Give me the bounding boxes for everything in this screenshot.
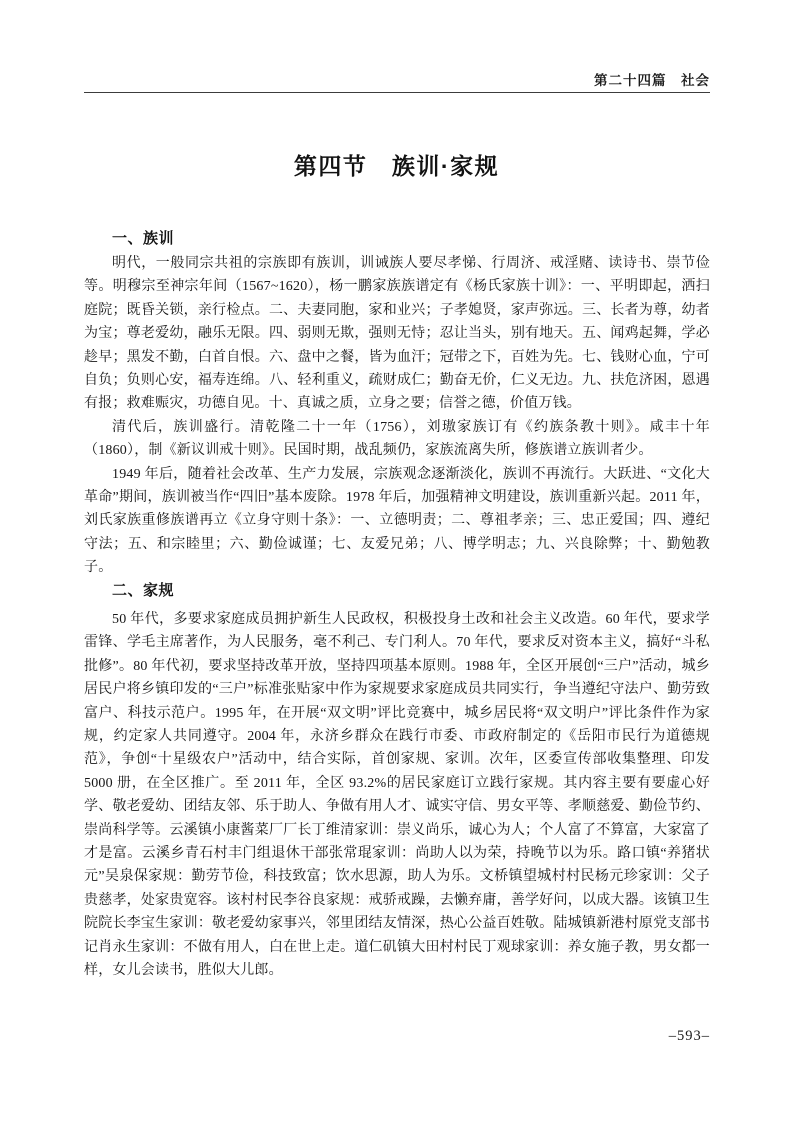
subsection-body-zuxun (84, 252, 710, 580)
subsection-heading-jiagui: 二、家规 (112, 582, 175, 599)
section-title: 第四节 族训·家规 (293, 153, 500, 179)
header-divider-line (84, 92, 710, 93)
subsection-heading-zuxun: 一、族训 (112, 230, 175, 247)
paragraph: 明代，一般同宗共祖的宗族即有族训，训诫族人要尽孝悌、行周济、戒淫赌、读诗书、崇节俭等。明穆宗至神宗年间（1567~1620），杨一鹏家族族谱定有《杨氏家族十训》：一、平明即起，洒扫庭院；既昏关锁，亲行检点。二、夫妻同胞，家和业兴；子孝媳贤，家声弥远。三、长者为尊，幼者为宝；尊老爱幼，融乐无限。四、弱则无欺，强则无恃；忍让当头，别有地天。五、闻鸡起舞，学必趁早；黑发不勤，白首自恨。六、盘中之餐，皆为血汗；冠带之下，百姓为先。七、钱财心血，宁可自负；负则心安，福寿连绵。八、轻利重义，疏财成仁；勤奋无价，仁义无边。九、扶危济困，恩遇有报；救难赈灾，功德自见。十、真诚之质，立身之要；信誉之德，价值万钱。 (84, 256, 710, 412)
paragraph: 1949 年后，随着社会改革、生产力发展，宗族观念逐渐淡化，族训不再流行。大跃进、“文化大革命”期间，族训被当作“四旧”基本废除。1978 年后，加强精神文明建设，族训重新兴起。2011 年，刘氏家族重修族谱再立《立身守则十条》：一、立德明责；二、尊祖孝亲；三、忠正爱国；四、遵纪守法；五、和宗睦里；六、勤俭诚谨；七、友爱兄弟；八、博学明志；九、兴良除弊；十、勤勉教子。 (84, 466, 710, 576)
paragraph: 50 年代，多要求家庭成员拥护新生人民政权，积极投身土改和社会主义改造。60 年代，要求学雷锋、学毛主席著作，为人民服务，毫不利己、专门利人。70 年代，要求反对资本主义，搞好“斗私批修”。80 年代初，要求坚持改革开放，坚持四项基本原则。1988 年，全区开展创“三户”活动，城乡居民户将乡镇印发的“三户”标准张贴家中作为家规要求家庭成员共同实行，争当遵纪守法户、勤劳致富户、科技示范户。1995 年，在开展“双文明”评比竞赛中，城乡居民将“双文明户”评比条件作为家规，约定家人共同遵守。2004 年，永济乡群众在践行市委、市政府制定的《岳阳市民行为道德规范》，争创“十星级农户”活动中，结合实际，首创家规、家训。次年，区委宣传部收集整理、印发 5000 册，在全区推广。至 2011 年，全区 93.2%的居民家庭订立践行家规。其内容主要有要虚心好学、敬老爱幼、团结友邻、乐于助人、争做有用人才、诚实守信、男女平等、孝顺慈爱、勤俭节约、崇尚科学等。云溪镇小康酱菜厂厂长丁维清家训：崇义尚乐，诚心为人；个人富了不算富，大家富了才是富。云溪乡青石村丰门组退休干部张常琨家训：尚助人以为荣，持晚节以为乐。路口镇“养猪状元”吴泉保家规：勤劳节俭，科技致富；饮水思源，助人为乐。文桥镇望城村村民杨元珍家训：父子贵慈孝，处家贵宽容。该村村民李谷良家规：戒骄戒躁，去懒弃庸，善学好问，以成大器。该镇卫生院院长李宝生家训：敬老爱幼家事兴，邻里团结友情深，热心公益百姓敬。陆城镇新港村原党支部书记肖永生家训：不做有用人，白在世上走。道仁矶镇大田村村民丁观球家训：养女施子教，男女都一样，女儿会读书，胜似大儿郎。 (84, 612, 710, 979)
running-header-chapter: 第二十四篇 社会 (594, 73, 710, 88)
paragraph: 清代后，族训盛行。清乾隆二十一年（1756），刘璈家族订有《约族条教十则》。咸丰十年（1860），制《新议训戒十则》。民国时期，战乱频仍，家族流离失所，修族谱立族训者少。 (84, 419, 710, 459)
page-number: –593– (668, 1028, 710, 1044)
subsection-body-jiagui (84, 608, 710, 983)
